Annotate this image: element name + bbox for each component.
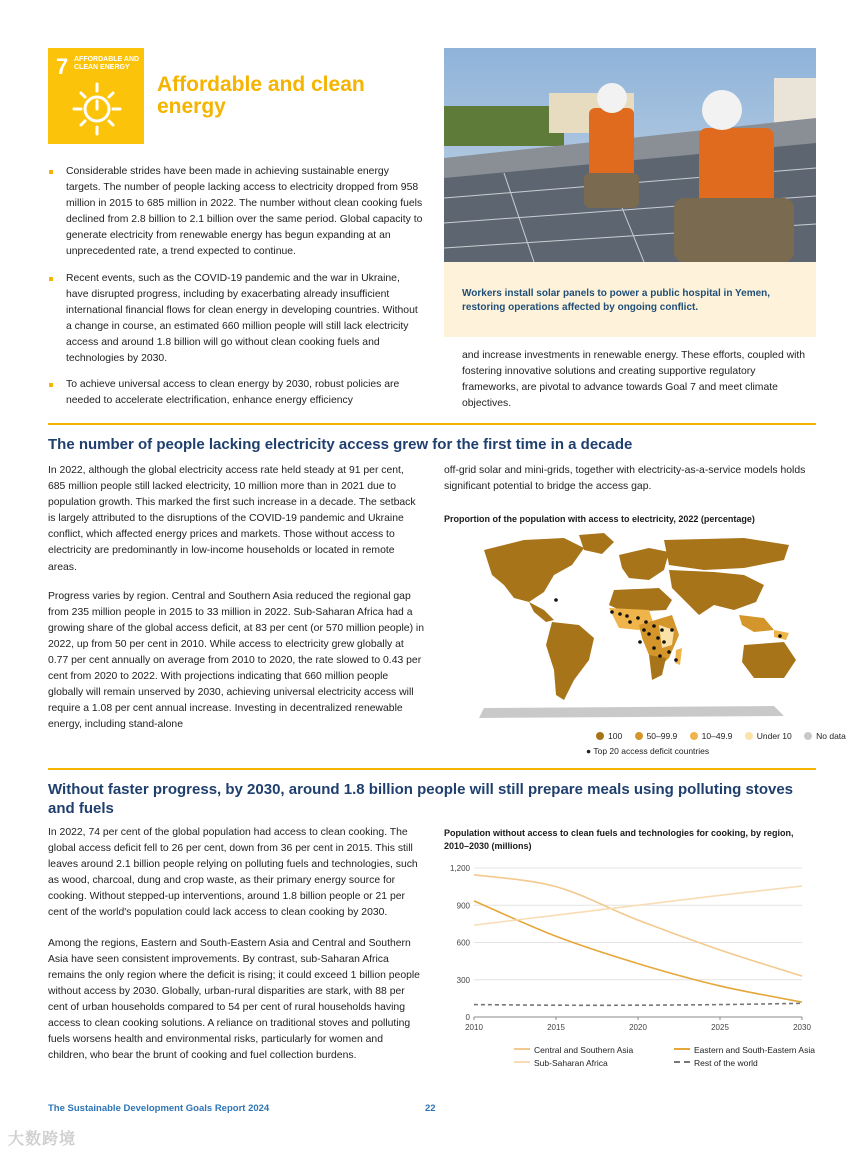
x-tick-label: 2030 [793,1023,811,1032]
y-tick-label: 600 [456,938,470,948]
map-region-north-africa [609,588,672,612]
intro-continued-text: and increase investments in renewable energy. These efforts, coupled with fostering innovative solutions and creating supportive regulatory frameworks, are pivotal to advance towards Goal 7 and meet climate objectives. [462,350,806,409]
map-region-antarctica [479,706,784,718]
goal-number: 7 [56,54,69,79]
intro-bullet: Considerable strides have been made in achieving sustainable energy targets. The number of people lacking access to electricity dropped from 958 million in 2015 to 685 million in 2022. The number without clean cooking fuels declined from 2.8 billion to 2.1 billion over the same period. Global capacity to generate electricity from renewable energy has begun expanding at an unprecedented rate, a trend expected to continue. [48,164,423,261]
section1-paragraph: In 2022, although the global electricity access rate held steady at 91 per cent, 685 million people still lacked electricity, 10 million more than in 2021 due to population growth. This marked the first such increase in a decade. The setback is largely attributed to the disruptions of the COVID-19 pandemic and Ukraine conflict, which affected energy prices and markets. Those without access to electricity are predominantly in low-income households or located in remote areas. [48,465,416,573]
chart-legend-item: Rest of the world [674,1058,844,1068]
electricity-access-world-map [444,530,816,722]
legend-line-swatch [514,1061,530,1063]
legend-swatch [804,732,812,740]
intro-bullet: Recent events, such as the COVID-19 pandemic and the war in Ukraine, have disrupted progress, including by exacerbating already insufficient international financial flows for clean energy in developing countries. Without a change in course, an estimated 660 million people will still lack electricity access and around 1.8 billion will go without clean cooking fuels and technologies by 2030. [48,271,423,368]
legend-line-swatch [674,1061,690,1063]
chart-legend-item: Central and Southern Asia [514,1045,694,1055]
legend-line-swatch [674,1048,690,1050]
legend-line-swatch [514,1048,530,1050]
map-legend-item: 10–49.9 [690,731,733,741]
legend-swatch [745,732,753,740]
legend-swatch [690,732,698,740]
y-tick-label: 1,200 [449,864,470,873]
footer-report-title: The Sustainable Development Goals Report 2024 [48,1103,270,1114]
x-tick-label: 2015 [547,1023,565,1032]
line-chart-title: Population without access to clean fuels and technologies for cooking, by region, 2010–2030 (millions) [444,828,794,851]
series-line-rest-of-the-world [474,1003,802,1005]
goal-label: AFFORDABLE AND CLEAN ENERGY [74,56,140,71]
goal-7-tile [48,48,144,144]
legend-swatch [635,732,643,740]
solar-workers-photo [444,48,816,262]
photo-caption-box [444,262,816,337]
section2-paragraph: In 2022, 74 per cent of the global population had access to clean cooking. The global access deficit fell to 26 per cent, down from 36 per cent in 2015. This still leaves around 2.1 billion people relying on polluting fuels and technologies, such as wood, charcoal, dung and crop waste, as their primary energy source for cooking. Without stepped-up interventions, around 1.8 billion people or 21 per cent of the world's population could lack access to clean cooking by 2030. [48,827,418,919]
y-tick-label: 0 [465,1013,470,1022]
photo-caption: Workers install solar panels to power a public hospital in Yemen, restoring operations affected by ongoing conflict. [462,288,771,313]
map-legend-item: 100 [596,731,622,741]
sun-power-icon [72,82,122,136]
y-tick-label: 300 [456,975,470,985]
goal-title: Affordable and clean energy [157,73,365,118]
map-legend-item: No data [804,731,846,741]
x-tick-label: 2020 [629,1023,647,1032]
map-legend-item: 50–99.9 [635,731,678,741]
map-legend [586,731,846,741]
section1-right-paragraph: off-grid solar and mini-grids, together with electricity-as-a-service models holds significant potential to bridge the access gap. [444,465,806,493]
section2-left-column [48,825,424,1064]
intro-bullet: To achieve universal access to clean energy by 2030, robust policies are needed to accelerate electrification, enhance energy efficiency [48,377,423,409]
series-line-central-and-southern-asia [474,875,802,976]
section1-left-column [48,463,424,734]
section1-heading: The number of people lacking electricity access grew for the first time in a decade [48,436,633,453]
section2-paragraph: Among the regions, Eastern and South-Eastern Asia and Central and Southern Asia have seen consistent improvements. By contrast, sub-Saharan Africa remains the only region where the deficit is rising; it could exceed 1 billion people without access by 2030. Globally, urban-rural disparities are stark, with 88 per cent of urban households compared to 54 per cent of rural households having access to clean cooking solutions. A reliance on traditional stoves and polluting fuels worsens health and environmental risks, particularly for women and children, who bear the brunt of cooking and fuel collection burdens. [48,937,420,1062]
footer-page-number: 22 [425,1103,436,1114]
section-divider [48,423,816,425]
intro-bullet-list [48,164,423,419]
deficit-dot-icon: ● [586,746,592,756]
legend-swatch [596,732,604,740]
map-note: ● Top 20 access deficit countries [586,746,710,756]
cooking-access-line-chart [444,858,816,1038]
chart-legend-item: Eastern and South-Eastern Asia [674,1045,844,1055]
y-tick-label: 900 [456,901,470,911]
section-divider [48,768,816,770]
watermark-text: 大数跨境 [8,1131,77,1148]
series-line-eastern-and-south-eastern-asia [474,901,802,1002]
map-legend-item: Under 10 [745,731,792,741]
section1-paragraph: Progress varies by region. Central and Southern Asia reduced the regional gap from 235 million people in 2015 to 33 million in 2022. Sub-Saharan Africa had a growing share of the global access deficit, at 83 per cent (or 570 million people) in 2022, up from 50 per cent in 2010. While access to electricity grew globally at 0.77 per cent annually on average from 2010 to 2020, the rate slowed to 0.43 per cent from 2020 to 2022. With projections indicating that 660 million people globally will remain unserved by 2030, achieving universal electricity access will require a 1.08 per cent annual increase. Investing in decentralized renewable energy, including stand-alone [48,590,425,731]
chart-legend-item: Sub-Saharan Africa [514,1058,694,1068]
x-tick-label: 2010 [465,1023,483,1032]
section2-heading: Without faster progress, by 2030, around 1.8 billion people will still prepare meals using polluting stoves and fuels [48,781,794,817]
x-tick-label: 2025 [711,1023,729,1032]
map-title: Proportion of the population with access to electricity, 2022 (percentage) [444,514,755,524]
